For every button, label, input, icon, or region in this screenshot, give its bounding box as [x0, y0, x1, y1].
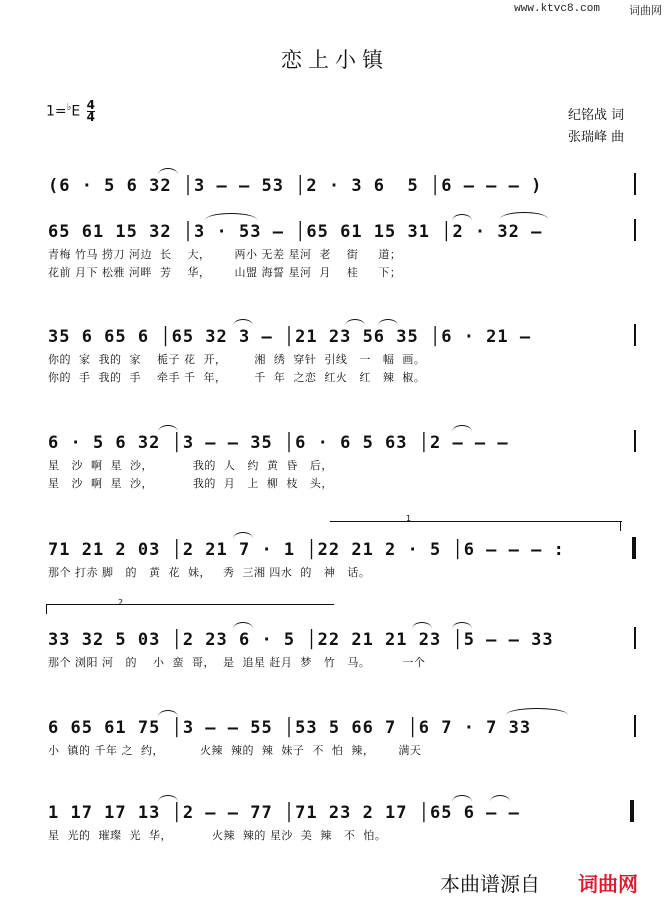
volta-end-tick	[620, 521, 621, 531]
slur	[452, 425, 472, 432]
volta-number-2: 2	[118, 598, 124, 607]
site-url[interactable]: www.ktvc8.com	[514, 3, 600, 15]
tie	[205, 213, 257, 220]
slur	[452, 622, 472, 629]
footer-source: 本曲谱源自	[440, 872, 540, 896]
page-title: 恋上小镇	[281, 48, 389, 72]
final-bar-line	[630, 800, 634, 822]
slur	[378, 319, 398, 326]
lyrics-verse-2: 花前 月下 松雅 河畔 芳 华， 山盟 海誓 星河 月 桂 下；	[48, 266, 402, 279]
slur	[158, 795, 178, 802]
slur	[233, 532, 253, 539]
slur	[345, 319, 365, 326]
tie	[506, 708, 568, 715]
site-name: 词曲网	[629, 4, 662, 17]
bar-line	[634, 715, 636, 737]
staff-notes: 71 21 2 03 │2 21 7 · 1 │22 21 2 · 5 │6 – – – :	[48, 540, 565, 560]
slur	[412, 622, 432, 629]
volta-number-1: 1	[406, 514, 412, 523]
lyrics-verse-1: 青梅 竹马 捞刀 河边 长 大， 两小 无差 星河 老 街 道；	[48, 248, 402, 261]
slur	[233, 319, 253, 326]
key-prefix: 1=	[46, 103, 67, 120]
bar-line	[634, 219, 636, 241]
lyrics-verse-1: 星 光的 璀璨 光 华， 火辣 辣的 星沙 美 辣 不 怕。	[48, 829, 387, 842]
lyrics-verse-2: 你的 手 我的 手 牵手 千 年， 千 年 之恋 红火 红 辣 椒。	[48, 371, 426, 384]
slur	[158, 168, 178, 175]
lyrics-verse-1: 那个 浏阳 河 的 小 蛮 哥， 是 追星 赶月 梦 竹 马。 一个	[48, 656, 426, 669]
tie	[500, 212, 548, 219]
lyrics-verse-2: 星 沙 啊 星 沙， 我的 月 上 柳 枝 头，	[48, 477, 333, 490]
bar-line	[634, 324, 636, 346]
slur	[452, 795, 472, 802]
volta-first-ending	[330, 521, 622, 522]
lyrics-verse-1: 那个 打赤 脚 的 黄 花 妹， 秀 三湘 四水 的 神 话。	[48, 566, 371, 579]
staff-notes: 33 32 5 03 │2 23 6 · 5 │22 21 21 23 │5 – – 33	[48, 630, 565, 650]
bar-line	[634, 627, 636, 649]
slur	[233, 622, 253, 629]
lyrics-verse-1: 星 沙 啊 星 沙， 我的 人 约 黄 昏 后，	[48, 459, 333, 472]
key-note: E	[71, 103, 81, 120]
bar-line	[634, 430, 636, 452]
lyrics-verse-1: 你的 家 我的 家 栀子 花 开， 湘 绣 穿针 引线 一 幅 画。	[48, 353, 426, 366]
flat-sign: ♭	[66, 101, 72, 113]
time-denominator: 4	[86, 110, 96, 124]
staff-notes: 6 65 61 75 │3 – – 55 │53 5 66 7 │6 7 · 7 33	[48, 718, 543, 738]
staff-notes: 1 17 17 13 │2 – – 77 │71 23 2 17 │65 6 – –	[48, 803, 532, 823]
time-signature	[87, 100, 95, 123]
slur	[452, 214, 472, 221]
bar-line	[634, 173, 636, 195]
slur	[158, 425, 178, 432]
staff-notes: 6 · 5 6 32 │3 – – 35 │6 · 6 5 63 │2 – – –	[48, 433, 520, 453]
volta-start-tick	[46, 604, 47, 614]
key-signature	[46, 100, 95, 123]
staff-notes: 65 61 15 32 │3 · 53 – │65 61 15 31 │2 · 32 –	[48, 222, 554, 242]
repeat-bar-line	[632, 537, 636, 559]
footer-brand-logo[interactable]: 词曲网	[578, 872, 638, 896]
volta-second-ending	[46, 604, 334, 605]
lyricist-credit: 纪铭战 词	[568, 108, 625, 123]
slur	[490, 795, 510, 802]
lyrics-verse-1: 小 镇的 千年 之 约， 火辣 辣的 辣 妹子 不 怕 辣， 满天	[48, 744, 422, 757]
staff-notes: (6 · 5 6 32 │3 – – 53 │2 · 3 6 5 │6 – – – )	[48, 176, 543, 196]
staff-notes: 35 6 65 6 │65 32 3 – │21 23 56 35 │6 · 21 –	[48, 327, 543, 347]
slur	[158, 710, 178, 717]
composer-credit: 张瑞峰 曲	[568, 130, 625, 145]
time-numerator: 4	[86, 98, 96, 112]
